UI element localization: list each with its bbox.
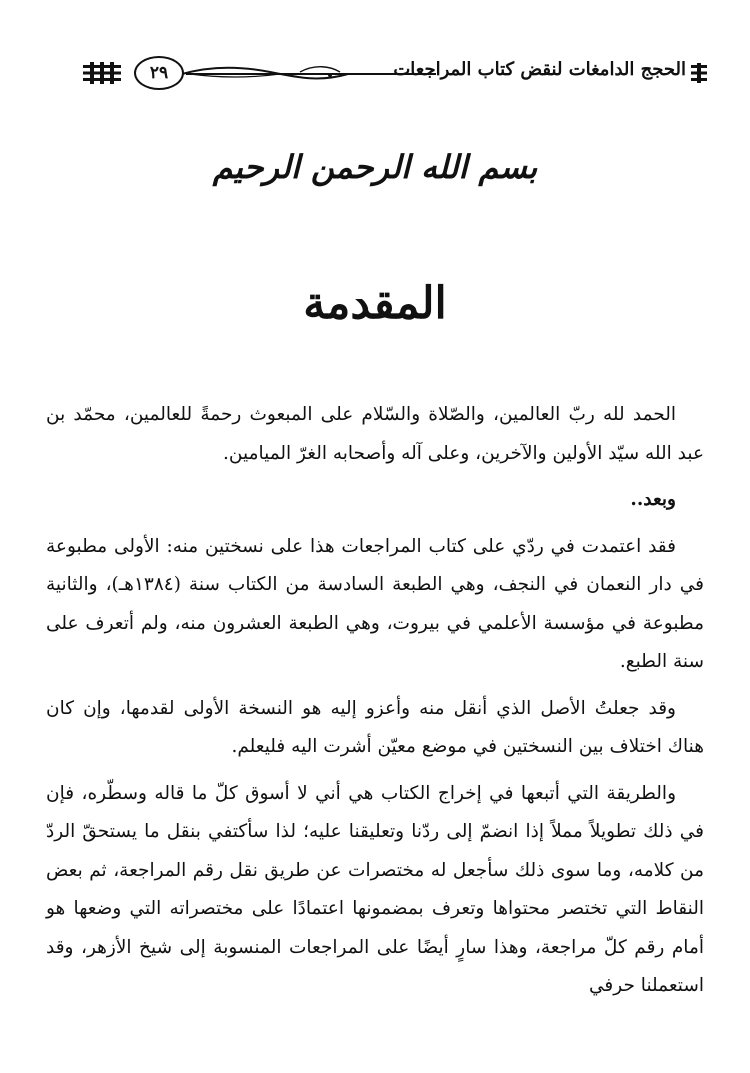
page-number-badge bbox=[134, 56, 184, 90]
paragraph-4: وقد جعلتُ الأصل الذي أنقل منه وأعزو إليه هو النسخة الأولى لقدمها، وإن كان هناك اختلاف بين النسختين في موضع معيّن أشرت اليه فليعلم. bbox=[46, 697, 704, 757]
header-ornament-right-icon bbox=[690, 63, 708, 83]
basmala: بسم الله الرحمن الرحيم bbox=[212, 148, 538, 186]
paragraph-5: والطريقة التي أتبعها في إخراج الكتاب هي أني لا أسوق كلّ ما قاله وسطّره، فإن في ذلك تطويلاً مملاً إذا انضمّ إلى ردّنا وتعليقنا عليه؛ لذا سأكتفي بنقل ما يستحقّ الردّ من كلامه، وما سوى ذلك سأجعل له مختصرات عن طريق نقل رقم المراجعة، ثم بعض النقاط التي تختصر محتواها وتعرف بمضمونها اعتمادًا على مختصراته التي وضعها هو أمام رقم كلّ مراجعة، وهذا سارٍ أيضًا على المراجعات المنسوبة إلى شيخ الأزهر، وقد استعملنا حرفي bbox=[46, 782, 704, 996]
paragraph-3: فقد اعتمدت في ردّي على كتاب المراجعات هذا على نسختين منه: الأولى مطبوعة في دار النعمان في النجف، وهي الطبعة السادسة من الكتاب سنة (١٣٨٤هـ)، والثانية مطبوعة في مؤسسة الأعلمي في بيروت، وهي الطبعة العشرون منه، ولم أتعرف على سنة الطبع. bbox=[46, 535, 705, 672]
header-title: الحجج الدامغات لنقض كتاب المراجعات bbox=[393, 59, 686, 80]
paragraph-2: وبعد.. bbox=[630, 489, 676, 510]
paragraph-1: الحمد لله ربّ العالمين، والصّلاة والسّلام على المبعوث رحمةً للعالمين، محمّد بن عبد الله سيّد الأولين والآخرين، وعلى آله وأصحابه الغرّ الميامين. bbox=[46, 404, 704, 464]
header-ornament-left-icon bbox=[82, 62, 122, 84]
header-swash-ornament-icon bbox=[180, 62, 350, 86]
body-text bbox=[46, 396, 704, 1006]
page-number: ٢٩ bbox=[149, 62, 169, 83]
section-heading: المقدمة bbox=[303, 278, 447, 329]
running-header bbox=[82, 54, 708, 94]
